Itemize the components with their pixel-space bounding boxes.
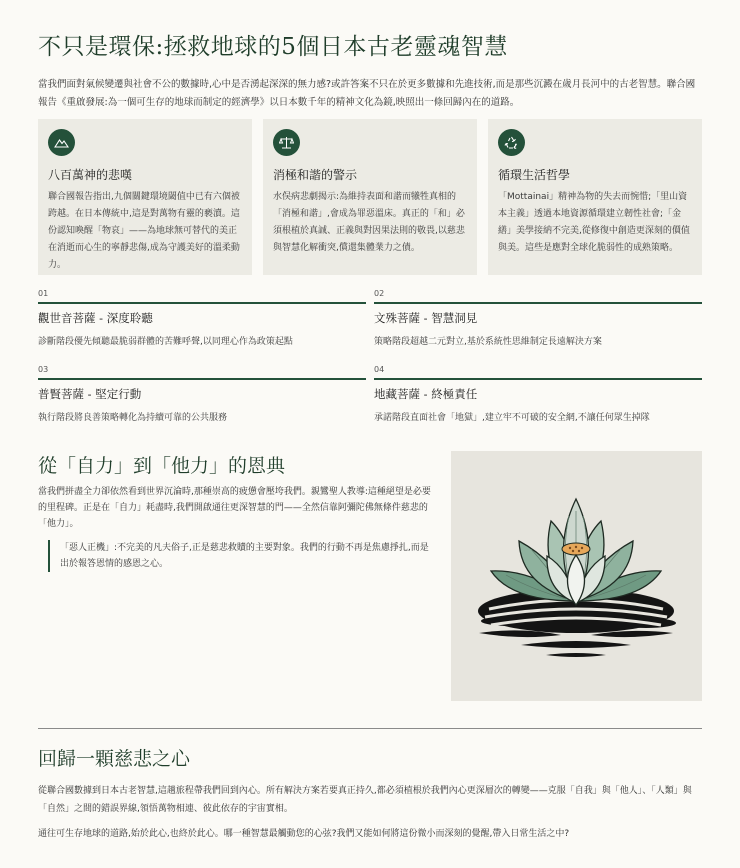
card-circular-living [488, 119, 702, 275]
return-heading: 回歸一顆慈悲之心 [38, 748, 191, 770]
return-paragraph-2: 通往可生存地球的道路,始於此心,也終於此心。哪一種智慧最觸動您的心弦?我們又能如何將這份微小而深刻的覺醒,帶入日常生活之中? [38, 829, 570, 839]
section-title: 觀世音菩薩 - 深度聆聽 [38, 310, 153, 325]
grace-quote: 「惡人正機」:不完美的凡夫俗子,正是慈悲救贖的主要對象。我們的行動不再是焦慮掙扎,而是出於報答恩情的感恩之心。 [48, 540, 436, 572]
bodhisattva-section-01 [38, 289, 366, 347]
bodhisattva-section-03 [38, 365, 366, 423]
section-divider [38, 728, 702, 729]
recycle-icon [498, 129, 525, 156]
grace-heading: 從「自力」到「他力」的恩典 [38, 455, 286, 477]
section-number: 03 [38, 365, 49, 374]
card-body: 水俣病悲劇揭示:為維持表面和諧而犧牲真相的「消極和諧」,會成為罪惡溫床。真正的「和」必須根植於真誠、正義與對因果法則的敬畏,以慈悲與智慧化解衝突,償還集體業力之債。 [273, 192, 465, 253]
section-rule [38, 378, 366, 380]
bodhisattva-section-04 [374, 365, 702, 423]
card-body: 聯合國報告指出,九個關鍵環境閾值中已有六個被跨越。在日本傳統中,這是對萬物有靈的褻瀆。這份認知喚醒「物哀」——為地球無可替代的美正在消逝而心生的寧靜悲傷,成為守護美好的溫柔動力。 [48, 192, 240, 270]
lotus-illustration [451, 451, 702, 701]
page-title: 不只是環保:拯救地球的5個日本古老靈魂智慧 [38, 34, 508, 60]
section-title: 普賢菩薩 - 堅定行動 [38, 386, 142, 401]
section-number: 02 [374, 289, 385, 298]
section-desc: 策略階段超越二元對立,基於系統性思維制定長遠解決方案 [374, 336, 602, 347]
grace-paragraph: 當我們拼盡全力卻依然看到世界沉淪時,那種崇高的疲憊會壓垮我們。親鸞聖人教導:這種絕望是必要的里程碑。正是在「自力」耗盡時,我們開啟通往更深智慧的門——全然信靠阿彌陀佛無條件慈悲的「他力」。 [38, 487, 431, 529]
intro-paragraph: 當我們面對氣候變遷與社會不公的數據時,心中是否湧起深深的無力感?或許答案不只在於更多數據和先進技術,而是那些沉澱在歲月長河中的古老智慧。聯合國報告《重啟發展:為一個可生存的地球而制定的經濟學》以日本數千年的精神文化為鏡,映照出一條回歸內在的道路。 [38, 79, 696, 108]
wisdom-cards [38, 119, 702, 275]
return-paragraph-1: 從聯合國數據到日本古老智慧,這趟旅程帶我們回到內心。所有解決方案若要真正持久,都必須植根於我們內心更深層次的轉變——克服「自我」與「他人」、「人類」與「自然」之間的錯誤界線,領悟萬物相連、彼此依存的宇宙實相。 [38, 786, 692, 814]
bodhisattva-section-02 [374, 289, 702, 347]
section-desc: 承諾階段直面社會「地獄」,建立牢不可破的安全網,不讓任何眾生掉隊 [374, 412, 650, 423]
scale-icon [273, 129, 300, 156]
section-desc: 執行階段將良善策略轉化為持續可靠的公共服務 [38, 412, 228, 423]
section-rule [38, 302, 366, 304]
lotus-icon [451, 451, 702, 701]
card-title: 消極和諧的警示 [273, 168, 358, 182]
card-body: 「Mottainai」精神為物的失去而惋惜;「里山資本主義」透過本地資源循環建立韌性社會;「金繕」美學接納不完美,從修復中創造更深刻的價值與美。這些是應對全球化脆弱性的成熟策略。 [498, 192, 690, 253]
section-desc: 診斷階段優先傾聽最脆弱群體的苦難呼聲,以同理心作為政策起點 [38, 336, 293, 347]
section-number: 04 [374, 365, 385, 374]
section-title: 地藏菩薩 - 終極責任 [374, 386, 478, 401]
card-title: 循環生活哲學 [498, 168, 571, 182]
mountain-icon [48, 129, 75, 156]
section-rule [374, 378, 702, 380]
section-title: 文殊菩薩 - 智慧洞見 [374, 310, 478, 325]
section-rule [374, 302, 702, 304]
card-negative-harmony [263, 119, 477, 275]
card-title: 八百萬神的悲嘆 [48, 168, 133, 182]
card-eight-million-gods [38, 119, 252, 275]
section-number: 01 [38, 289, 49, 298]
